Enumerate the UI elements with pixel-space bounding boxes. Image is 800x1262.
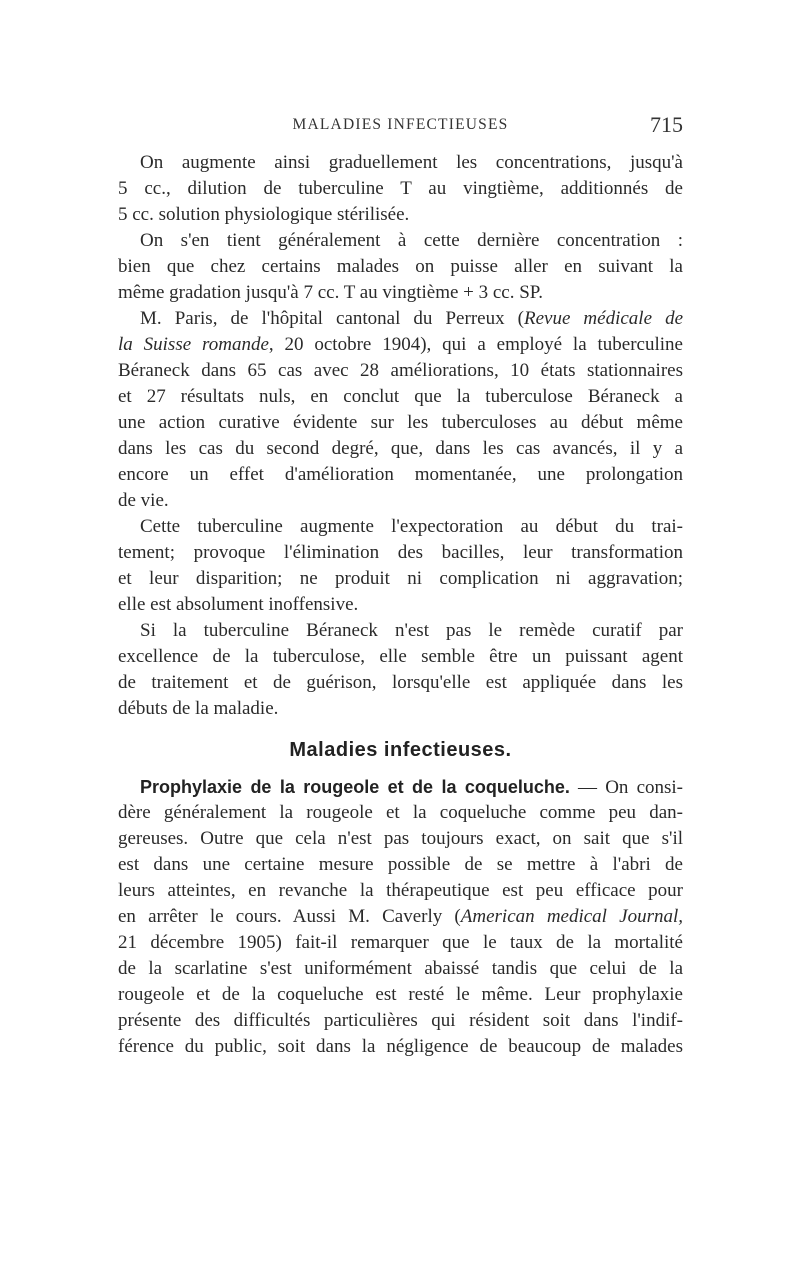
paragraph-2 — [118, 228, 683, 306]
text-line: 5 cc., dilution de tuberculine T au vingtième, additionnés de — [118, 178, 683, 199]
text-line — [118, 306, 683, 332]
section-heading: Maladies infectieuses. — [289, 739, 512, 761]
text-line: présente des difficultés particulières qui résident soit dans l'indif- — [118, 1010, 683, 1031]
text-line: Si la tuberculine Béraneck n'est pas le remède curatif par — [140, 620, 683, 641]
text-line: une action curative évidente sur les tuberculoses au début même — [118, 412, 683, 433]
section-paragraph — [118, 774, 683, 1060]
text-line: de traitement et de guérison, lorsqu'elle est appliquée dans les — [118, 672, 683, 693]
paragraph-1 — [118, 150, 683, 228]
text-line — [118, 904, 683, 930]
text-line: et leur disparition; ne produit ni complication ni aggravation; — [118, 568, 683, 589]
running-head — [118, 112, 683, 142]
text-fragment: — On consi- — [569, 777, 683, 798]
text-line: dère généralement la rougeole et la coqueluche comme peu dan- — [118, 802, 683, 823]
text-line: rougeole et de la coqueluche est resté le même. Leur prophylaxie — [118, 984, 683, 1005]
text-line: On augmente ainsi graduellement les concentrations, jusqu'à — [140, 152, 683, 173]
text-line: elle est absolument inoffensive. — [118, 594, 359, 615]
text-fragment: , 20 octobre 1904), qui a employé la tuberculine — [268, 334, 683, 355]
text-line: férence du public, soit dans la négligence de beaucoup de malades — [118, 1036, 683, 1057]
text-line: de la scarlatine s'est uniformément abaissé tandis que celui de la — [118, 958, 683, 979]
text-line: dans les cas du second degré, que, dans les cas avancés, il y a — [118, 438, 683, 459]
text-line: gereuses. Outre que cela n'est pas toujours exact, on sait que s'il — [118, 828, 683, 849]
paragraph-3 — [118, 306, 683, 514]
text-line: excellence de la tuberculose, elle semble être un puissant agent — [118, 646, 683, 667]
text-line: Cette tuberculine augmente l'expectoration au début du trai- — [140, 516, 683, 537]
paragraph-5 — [118, 618, 683, 722]
text-line: On s'en tient généralement à cette dernière concentration : — [140, 230, 683, 251]
subsection-title: Prophylaxie de la rougeole et de la coqueluche. — [140, 777, 570, 797]
text-line: et 27 résultats nuls, en conclut que la tuberculose Béraneck a — [118, 386, 683, 407]
running-title: MALADIES INFECTIEUSES — [292, 116, 509, 133]
text-line: encore un effet d'amélioration momentanée, une prolongation — [118, 464, 683, 485]
text-line: même gradation jusqu'à 7 cc. T au vingtième + 3 cc. SP. — [118, 282, 544, 303]
text-line: 21 décembre 1905) fait-il remarquer que le taux de la mortalité — [118, 932, 683, 953]
journal-title: Revue médicale de — [523, 308, 683, 329]
text-line: leurs atteintes, en revanche la thérapeutique est peu efficace pour — [118, 880, 683, 901]
paragraph-4 — [118, 514, 683, 618]
text-line: Béraneck dans 65 cas avec 28 améliorations, 10 états stationnaires — [118, 360, 683, 381]
text-fragment: M. Paris, de l'hôpital cantonal du Perreux ( — [140, 308, 524, 329]
page-body — [118, 150, 683, 1060]
text-line — [118, 774, 683, 800]
text-line — [118, 332, 683, 358]
text-line: 5 cc. solution physiologique stérilisée. — [118, 204, 410, 225]
journal-title: la Suisse romande — [118, 334, 269, 355]
journal-title: American medical Journal, — [460, 906, 683, 927]
text-line: de vie. — [118, 490, 169, 511]
page-number: 715 — [650, 112, 683, 137]
text-line: tement; provoque l'élimination des bacilles, leur transformation — [118, 542, 683, 563]
text-line: est dans une certaine mesure possible de se mettre à l'abri de — [118, 854, 683, 875]
text-line: bien que chez certains malades on puisse aller en suivant la — [118, 256, 683, 277]
text-line: débuts de la maladie. — [118, 698, 279, 719]
text-fragment: en arrêter le cours. Aussi M. Caverly ( — [118, 906, 461, 927]
